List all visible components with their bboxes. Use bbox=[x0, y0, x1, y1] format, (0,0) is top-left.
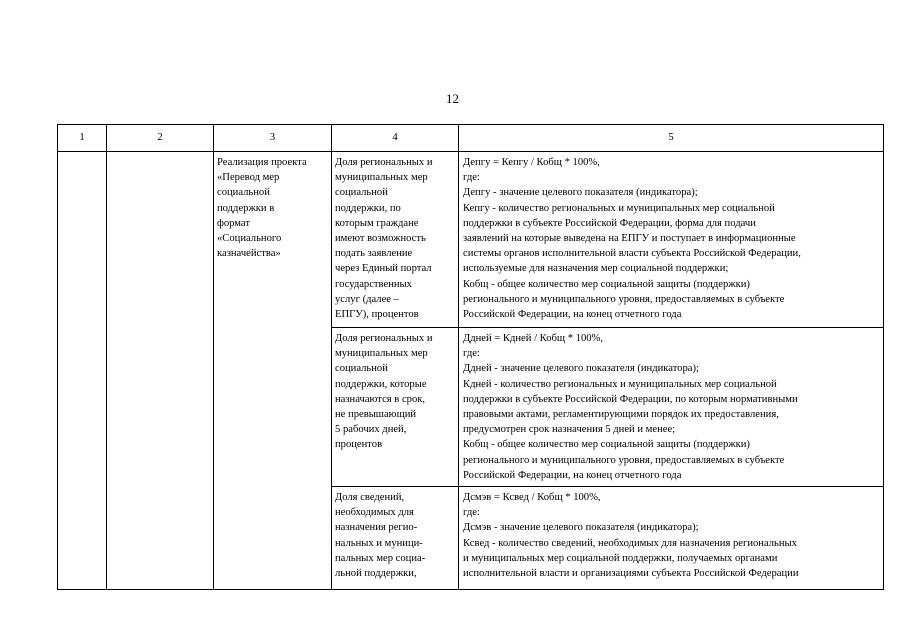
text-line: поддержки в субъекте Российской Федерации, форма для подачи bbox=[463, 217, 756, 229]
text-line: социальной bbox=[335, 363, 388, 375]
text-line: которым граждане bbox=[335, 217, 419, 229]
text-line: Депгу - значение целевого показателя (индикатора); bbox=[463, 187, 698, 199]
text-line: Дсмэв - значение целевого показателя (индикатора); bbox=[463, 522, 699, 534]
text-line: Ксвед - количество сведений, необходимых для назначения региональных bbox=[463, 537, 797, 549]
text-line: Доля региональных и bbox=[335, 333, 433, 344]
text-line: социальной bbox=[335, 187, 388, 199]
text-line: Ддней - значение целевого показателя (индикатора); bbox=[463, 363, 699, 375]
text-line: казначейства» bbox=[217, 248, 281, 260]
calculation-method-cell bbox=[459, 152, 884, 328]
indicators-table bbox=[57, 124, 884, 590]
text-line: ЕПГУ), процентов bbox=[335, 309, 419, 321]
text-line: поддержки, по bbox=[335, 202, 401, 214]
cell-col-1 bbox=[58, 152, 107, 590]
project-name-cell bbox=[214, 152, 332, 590]
text-line: назначения регио- bbox=[335, 522, 418, 534]
text-line: не превышающий bbox=[335, 409, 417, 421]
text-line: системы органов исполнительной власти субъекта Российской Федерации, bbox=[463, 248, 801, 260]
text-line: используемые для назначения мер социальной поддержки; bbox=[463, 263, 729, 275]
header-cell: 5 bbox=[459, 125, 884, 152]
text-line: муниципальных мер bbox=[335, 348, 428, 360]
text-line: Российской Федерации, на конец отчетного года bbox=[463, 469, 682, 481]
text-line: Дсмэв = Ксвед / Кобщ * 100%, bbox=[463, 492, 601, 503]
text-line: социальной bbox=[217, 187, 270, 199]
text-line: где: bbox=[463, 172, 480, 184]
text-line: заявлений на которые выведена на ЕПГУ и поступает в информационные bbox=[463, 233, 796, 245]
text-line: 5 рабочих дней, bbox=[335, 424, 407, 436]
text-line: нальных и муници- bbox=[335, 537, 423, 549]
table-row bbox=[58, 152, 884, 328]
text-line: поддержки, которые bbox=[335, 378, 427, 390]
text-line: Ддней = Кдней / Кобщ * 100%, bbox=[463, 333, 604, 344]
text-line: через Единый портал bbox=[335, 263, 432, 275]
indicator-name-cell bbox=[332, 487, 459, 590]
header-cell: 2 bbox=[107, 125, 214, 152]
indicator-name-cell bbox=[332, 328, 459, 487]
calculation-method-cell bbox=[459, 487, 884, 590]
text-line: формат bbox=[217, 217, 250, 229]
text-line: муниципальных мер bbox=[335, 172, 428, 184]
text-line: государственных bbox=[335, 278, 412, 290]
calculation-method-cell bbox=[459, 328, 884, 487]
text-line: поддержки в субъекте Российской Федерации, по которым нормативными bbox=[463, 393, 798, 405]
text-line: Кобщ - общее количество мер социальной защиты (поддержки) bbox=[463, 439, 750, 451]
indicator-name-cell bbox=[332, 152, 459, 328]
header-cell: 1 bbox=[58, 125, 107, 152]
text-line: Кдней - количество региональных и муниципальных мер социальной bbox=[463, 378, 777, 390]
text-line: Реализация проекта bbox=[217, 157, 307, 168]
text-line: правовыми актами, регламентирующими порядок их предоставления, bbox=[463, 409, 779, 421]
text-line: услуг (далее – bbox=[335, 293, 399, 305]
text-line: где: bbox=[463, 507, 480, 519]
header-cell: 3 bbox=[214, 125, 332, 152]
text-line: Кобщ - общее количество мер социальной защиты (поддержки) bbox=[463, 278, 750, 290]
text-line: подать заявление bbox=[335, 248, 413, 260]
text-line: и муниципальных мер социальной поддержки, получаемых органами bbox=[463, 552, 778, 564]
text-line: имеют возможность bbox=[335, 233, 426, 245]
text-line: регионального и муниципального уровня, предоставляемых в субъекте bbox=[463, 454, 785, 466]
text-line: процентов bbox=[335, 439, 383, 451]
text-line: Российской Федерации, на конец отчетного года bbox=[463, 309, 682, 321]
page-number: 12 bbox=[446, 91, 459, 106]
text-line: Депгу = Кепгу / Кобщ * 100%, bbox=[463, 157, 600, 168]
text-line: пальных мер социа- bbox=[335, 552, 426, 564]
text-line: «Перевод мер bbox=[217, 172, 280, 184]
text-line: «Социального bbox=[217, 233, 282, 245]
text-line: регионального и муниципального уровня, предоставляемых в субъекте bbox=[463, 293, 785, 305]
text-line: назначаются в срок, bbox=[335, 393, 426, 405]
text-line: льной поддержки, bbox=[335, 568, 417, 580]
table-header-row bbox=[58, 125, 884, 152]
text-line: предусмотрен срок назначения 5 дней и менее; bbox=[463, 424, 676, 436]
text-line: поддержки в bbox=[217, 202, 275, 214]
text-line: Доля региональных и bbox=[335, 157, 433, 168]
cell-col-2 bbox=[107, 152, 214, 590]
text-line: где: bbox=[463, 348, 480, 360]
header-cell: 4 bbox=[332, 125, 459, 152]
text-line: исполнительной власти и организациями субъекта Российской Федерации bbox=[463, 568, 799, 580]
text-line: необходимых для bbox=[335, 507, 414, 519]
text-line: Доля сведений, bbox=[335, 492, 405, 503]
text-line: Кепгу - количество региональных и муниципальных мер социальной bbox=[463, 202, 775, 214]
